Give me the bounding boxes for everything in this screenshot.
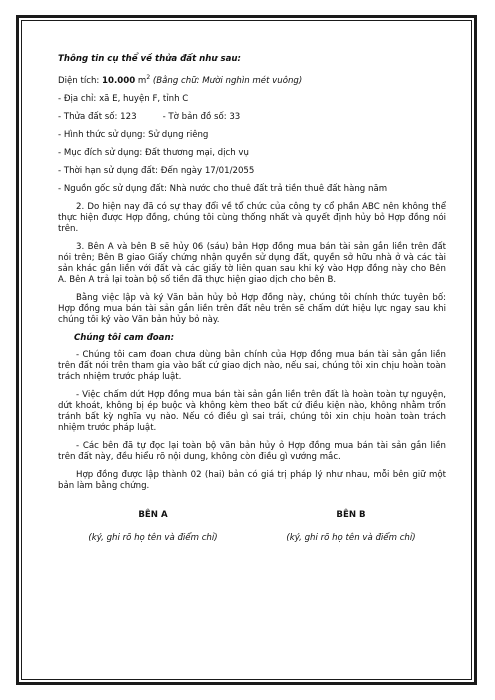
area-line: [58, 72, 446, 87]
party-a-note: (ký, ghi rõ họ tên và điểm chỉ): [88, 532, 218, 543]
paragraph-conclusion: Bằng việc lập và ký Văn bản hủy bỏ Hợp đồng này, chúng tôi chính thức tuyên bố: Hợp đồng mua bán tài sản gắn liền trên đất nêu trên sẽ chấm dứt hiệu lực ngay sau khi chúng tôi ký vào Văn bản hủy bỏ này.: [58, 292, 446, 325]
area-unit: m: [135, 75, 147, 86]
closing-paragraph: Hợp đồng được lập thành 02 (hai) bản có giá trị pháp lý như nhau, mỗi bên giữ một bản làm bằng chứng.: [58, 469, 446, 491]
duration-line: - Thời hạn sử dụng đất: Đến ngày 17/01/2055: [58, 165, 255, 176]
area-value: 10.000: [102, 75, 136, 86]
area-words: (Bằng chữ: Mười nghìn mét vuông): [150, 75, 303, 86]
party-b-note: (ký, ghi rõ họ tên và điểm chỉ): [286, 532, 416, 543]
signature-party-b: [256, 510, 446, 544]
parcel-line: [58, 112, 446, 123]
party-a-title: BÊN A: [138, 509, 168, 520]
area-label: Diện tích:: [58, 75, 103, 86]
signature-party-a: [58, 510, 248, 544]
parcel-number: - Thửa đất số: 123: [58, 111, 137, 122]
address-line: - Địa chỉ: xã E, huyện F, tỉnh C: [58, 93, 189, 104]
commitment-1: - Chúng tôi cam đoan chưa dùng bản chính của Hợp đồng mua bán tài sản gắn liền trên đất nói trên tham gia vào bất cứ giao dịch nào, nếu sai, chúng tôi xin chịu hoàn toàn trách nhiệm trước pháp luật.: [58, 349, 446, 382]
paragraph-2: 2. Do hiện nay đã có sự thay đổi về tổ chức của công ty cổ phần ABC nên không thể thực hiện được Hợp đồng, chúng tôi cùng thống nhất và quyết định hủy bỏ Hợp đồng nói trên.: [58, 201, 446, 234]
area-unit-sup: 2: [146, 74, 151, 81]
commitment-3: - Các bên đã tự đọc lại toàn bộ văn bản hủy ỏ Hợp đồng mua bán tài sản gắn liền trên đất này, đều hiểu rõ nội dung, không còn điều gì vướng mắc.: [58, 440, 446, 462]
usage-form-line: - Hình thức sử dụng: Sử dụng riêng: [58, 129, 209, 140]
section-title: Thông tin cụ thể về thửa đất như sau:: [58, 54, 241, 64]
purpose-line: - Mục đích sử dụng: Đất thương mại, dịch vụ: [58, 147, 249, 158]
origin-line: - Nguồn gốc sử dụng đất: Nhà nước cho thuê đất trả tiền thuê đất hàng năm: [58, 183, 388, 194]
commitment-2: - Việc chấm dứt Hợp đồng mua bán tài sản gắn liền trên đất là hoàn toàn tự nguyện, dứt khoát, không bị ép buộc và không kèm theo bất cứ điều kiện nào, không nhằm trốn tránh bất kỳ nghĩa vụ nào. Nếu có điều gì sai trái, chúng tôi xin chịu hoàn toàn trách nhiệm trước pháp luật.: [58, 389, 446, 433]
signature-row: [58, 510, 446, 544]
paragraph-3: 3. Bên A và bên B sẽ hủy 06 (sáu) bản Hợp đồng mua bán tài sản gắn liền trên đất nói trên; Bên B giao Giấy chứng nhận quyền sử dụng đất, quyền sở hữu nhà ở và các tài sản khác gắn liền với đất và các giấy tờ liên quan sau khi ký vào Hợp đồng này cho Bên A. Bên A trả lại toàn bộ số tiền đã thực hiện giao dịch cho bên B.: [58, 241, 446, 285]
document-body: [58, 54, 446, 544]
map-sheet-number: - Tờ bản đồ số: 33: [162, 111, 241, 122]
commitment-title: Chúng tôi cam đoan:: [74, 332, 175, 343]
party-b-title: BÊN B: [336, 509, 366, 520]
